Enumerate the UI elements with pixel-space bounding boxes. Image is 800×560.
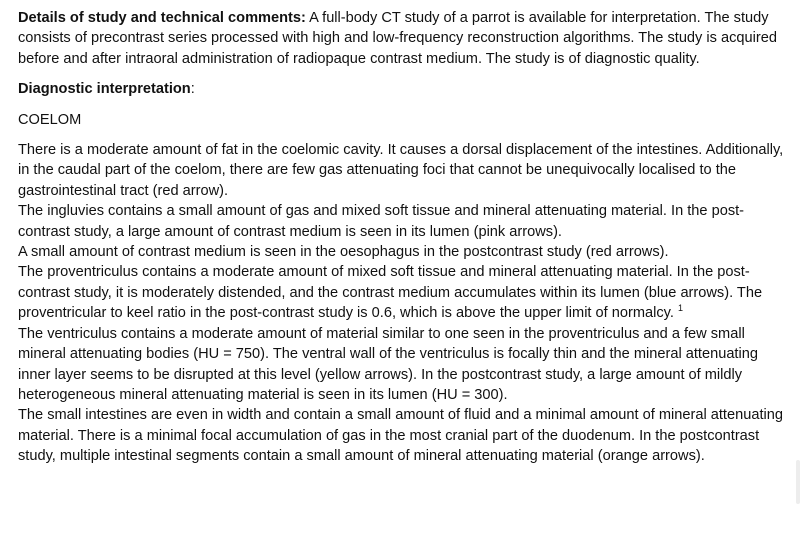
coelom-fat-paragraph: There is a moderate amount of fat in the coelomic cavity. It causes a dorsal displacement of the intestines. Additionally, in the caudal part of the coelom, there are few gas attenuating foci that cannot be unequivocally localised to the gastrointestinal tract (red arrow). bbox=[18, 142, 784, 199]
diagnostic-interpretation-heading: Diagnostic interpretation: bbox=[18, 81, 195, 98]
section-title-coelom: COELOM bbox=[18, 111, 82, 128]
footnote-marker: 1 bbox=[678, 303, 684, 314]
scrollbar-thumb[interactable] bbox=[796, 460, 800, 504]
study-details-text: A full-body CT study of a parrot is available for interpretation. The study consists of precontrast series processed with high and low-frequency reconstruction algorithms. The study is acquired before and after intraoral administration of radiopaque contrast medium. The study is of diagnostic quality. bbox=[18, 10, 777, 67]
report-document bbox=[18, 8, 790, 467]
oesophagus-paragraph: A small amount of contrast medium is seen in the oesophagus in the postcontrast study (red arrows). bbox=[18, 244, 669, 261]
study-details-paragraph: Details of study and technical comments: A full-body CT study of a parrot is available for interpretation. The study consists of precontrast series processed with high and low-frequency reconstruction algorithms. The study is acquired before and after intraoral administration of radiopaque contrast medium. The study is of diagnostic quality. bbox=[18, 10, 777, 67]
small-intestines-paragraph: The small intestines are even in width and contain a small amount of fluid and a minimal amount of mineral attenuating material. There is a minimal focal accumulation of gas in the most cranial part of the duodenum. In the postcontrast study, multiple intestinal segments contain a small amount of mineral attenuating material (orange arrows). bbox=[18, 407, 783, 465]
study-details-label: Details of study and technical comments bbox=[18, 10, 302, 26]
ventriculus-paragraph: The ventriculus contains a moderate amount of material similar to one seen in the proventriculus and a few small mineral attenuating bodies (HU = 750). The ventral wall of the ventriculus is focally thin and the mineral attenuating inner layer seems to be disrupted at this level (yellow arrows). In the postcontrast study, a large amount of mildly heterogeneous mineral attenuating material is seen in its lumen (HU = 300). bbox=[18, 325, 758, 403]
proventriculus-paragraph: The proventriculus contains a moderate amount of mixed soft tissue and mineral attenuating material. In the post-contrast study, it is moderately distended, and the contrast medium accumulates within its lumen (blue arrows). The proventricular to keel ratio in the post-contrast study is 0.6, which is above the upper limit of normalcy. $^1$ bbox=[18, 264, 763, 322]
ingluvies-paragraph: The ingluvies contains a small amount of gas and mixed soft tissue and mineral attenuating material. In the post-contrast study, a large amount of contrast medium is seen in its lumen (pink arrows). bbox=[18, 203, 745, 240]
